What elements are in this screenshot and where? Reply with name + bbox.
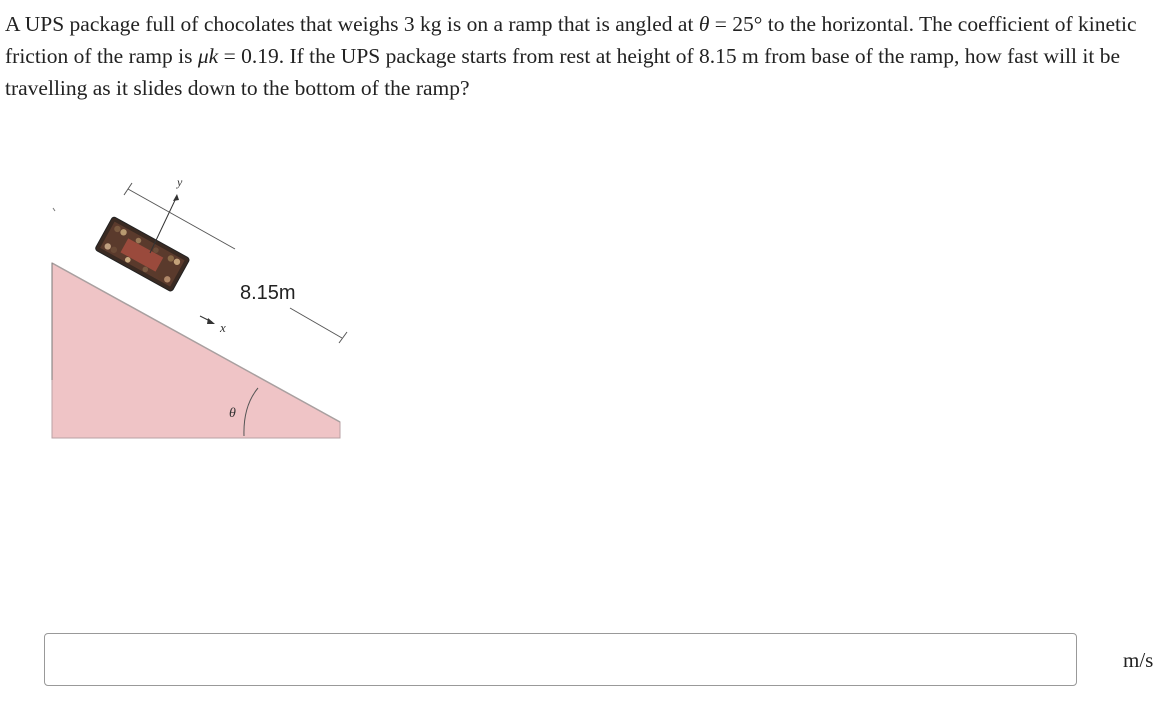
x-axis-arrowhead xyxy=(207,318,215,324)
mu-symbol: μk xyxy=(197,44,219,68)
y-axis-arrowhead xyxy=(173,194,179,201)
question-part-1: A UPS package full of chocolates that weighs 3 kg is on a ramp that is angled at xyxy=(5,12,699,36)
ramp-shape xyxy=(52,263,340,438)
angle-label: θ xyxy=(229,406,236,421)
question-part-2: = 25° to the horizontal. The coefficient of kinetic friction of the ramp is xyxy=(5,12,1137,68)
question-text xyxy=(5,8,1160,104)
ramp-figure xyxy=(40,170,380,460)
answer-input[interactable] xyxy=(44,633,1077,686)
y-axis-label: y xyxy=(177,175,183,189)
answer-unit: m/s xyxy=(1123,648,1154,672)
theta-symbol: θ xyxy=(698,12,710,36)
dimension-line-bottom xyxy=(290,308,342,338)
chocolate-box-icon xyxy=(95,216,190,292)
question-part-3: = 0.19. If the UPS package starts from rest at height of 8.15 m from base of the ramp, how fast will it be travelling as it slides down to the bottom of the ramp? xyxy=(5,44,1120,100)
distance-label: 8.15m xyxy=(240,282,296,304)
x-axis-label: x xyxy=(220,320,226,335)
stray-mark xyxy=(53,208,55,211)
